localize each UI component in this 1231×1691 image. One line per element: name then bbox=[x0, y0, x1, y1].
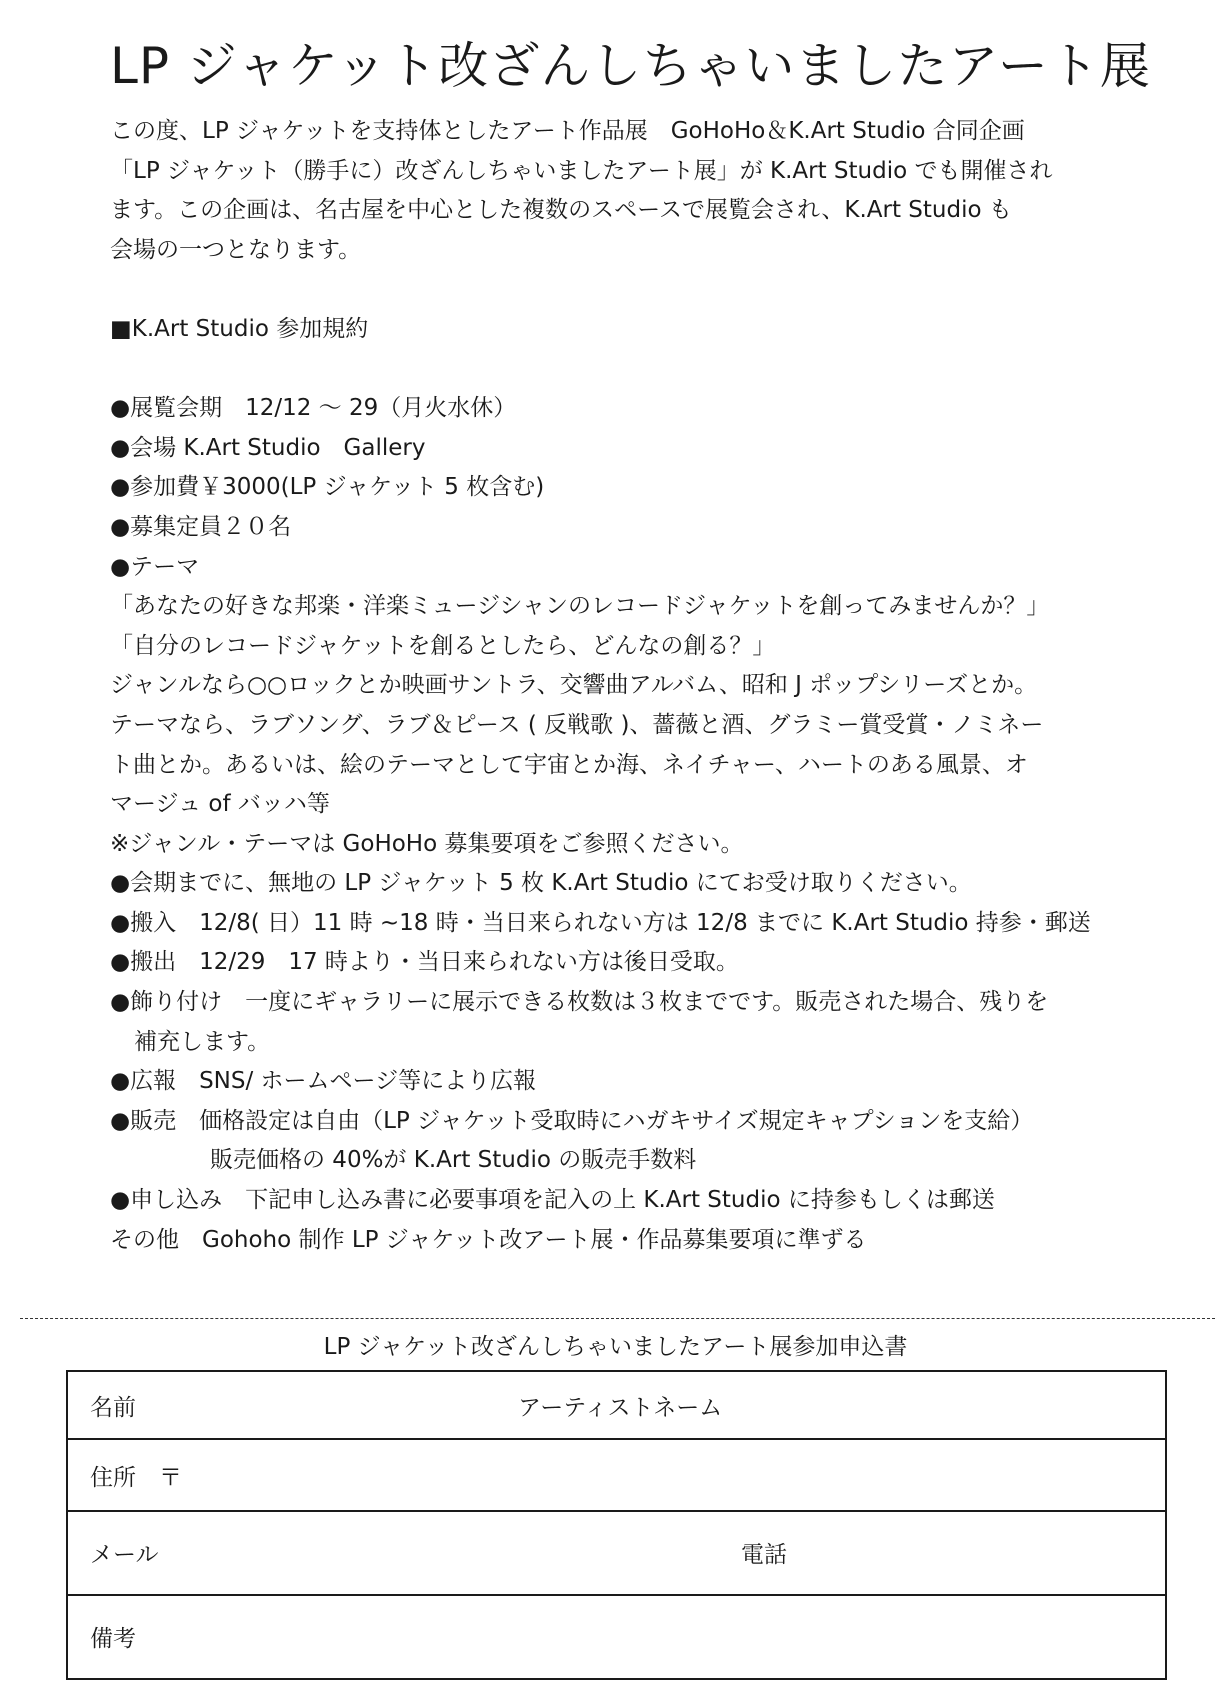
rule-fee: ●参加費￥3000(LP ジャケット 5 枚含む) bbox=[110, 474, 545, 501]
phone-label: 電話 bbox=[741, 1542, 787, 1568]
application-form bbox=[66, 1370, 1167, 1680]
theme-line: 「自分のレコードジャケットを創るとしたら、どんなの創る？」 bbox=[110, 632, 776, 659]
theme-line: ト曲とか。あるいは、絵のテーマとして宇宙とか海、ネイチャー、ハートのある風景、オ bbox=[110, 751, 1028, 778]
remarks-label: 備考 bbox=[90, 1626, 136, 1652]
rule-capacity: ●募集定員２０名 bbox=[110, 513, 292, 540]
artist-name-label: アーティストネーム bbox=[518, 1395, 723, 1421]
rule-pickup: ●会期までに、無地の LP ジャケット 5 枚 K.Art Studio にてお受け取りください。 bbox=[110, 870, 972, 897]
cut-line bbox=[20, 1318, 1215, 1319]
rule-display: ●飾り付け 一度にギャラリーに展示できる枚数は３枚までです。販売された場合、残りを bbox=[110, 989, 1049, 1016]
document-body bbox=[110, 112, 1210, 1260]
rule-period: ●展覧会期 12/12 ～ 29（月火水休） bbox=[110, 395, 517, 422]
rule-theme: ●テーマ bbox=[110, 553, 200, 580]
intro-line: ます。この企画は、名古屋を中心とした複数のスペースで展覧会され、K.Art Studio も bbox=[110, 197, 1012, 224]
rule-display-cont: 補充します。 bbox=[134, 1028, 271, 1055]
theme-line: テーマなら、ラブソング、ラブ＆ピース ( 反戦歌 )、薔薇と酒、グラミー賞受賞・ノミネー bbox=[110, 711, 1044, 738]
rule-delivery-out: ●搬出 12/29 17 時より・当日来られない方は後日受取。 bbox=[110, 949, 739, 976]
intro-line: この度、LP ジャケットを支持体としたアート作品展 GoHoHo＆K.Art Studio 合同企画 bbox=[110, 118, 1025, 144]
rule-sales: ●販売 価格設定は自由（LP ジャケット受取時にハガキサイズ規定キャプションを支給） bbox=[110, 1107, 1034, 1134]
rule-note: ※ジャンル・テーマは GoHoHo 募集要項をご参照ください。 bbox=[110, 830, 744, 857]
theme-line: ジャンルなら○○ロックとか映画サントラ、交響曲アルバム、昭和 J ポップシリーズとか。 bbox=[110, 672, 1038, 699]
form-row-name[interactable] bbox=[68, 1372, 1165, 1440]
form-row-address[interactable] bbox=[68, 1440, 1165, 1512]
page-title: LP ジャケット改ざんしちゃいましたアート展 bbox=[110, 37, 1151, 95]
intro-line: 「LP ジャケット（勝手に）改ざんしちゃいましたアート展」が K.Art Studio でも開催され bbox=[110, 157, 1053, 184]
email-label: メール bbox=[90, 1542, 159, 1568]
rule-sales-cont: 販売価格の 40%が K.Art Studio の販売手数料 bbox=[210, 1147, 697, 1174]
theme-line: マージュ of バッハ等 bbox=[110, 791, 330, 818]
rule-apply: ●申し込み 下記申し込み書に必要事項を記入の上 K.Art Studio に持参もしくは郵送 bbox=[110, 1187, 995, 1214]
rules-heading: ■K.Art Studio 参加規約 bbox=[110, 315, 369, 342]
address-label: 住所 〒 bbox=[90, 1465, 182, 1491]
rule-delivery-in: ●搬入 12/8( 日）11 時 ~18 時・当日来られない方は 12/8 までに K.Art Studio 持参・郵送 bbox=[110, 909, 1091, 936]
name-label: 名前 bbox=[90, 1395, 136, 1421]
rule-other: その他 Gohoho 制作 LP ジャケット改アート展・作品募集要項に準ずる bbox=[110, 1226, 867, 1253]
spacer bbox=[110, 350, 1210, 390]
rule-pr: ●広報 SNS/ ホームページ等により広報 bbox=[110, 1068, 537, 1095]
form-title: LP ジャケット改ざんしちゃいましたアート展参加申込書 bbox=[323, 1334, 908, 1360]
rule-venue: ●会場 K.Art Studio Gallery bbox=[110, 434, 426, 461]
form-row-contact[interactable] bbox=[68, 1512, 1165, 1596]
intro-line: 会場の一つとなります。 bbox=[110, 236, 362, 263]
theme-line: 「あなたの好きな邦楽・洋楽ミュージシャンのレコードジャケットを創ってみませんか？」 bbox=[110, 593, 1050, 620]
spacer bbox=[110, 270, 1210, 310]
form-row-remarks[interactable] bbox=[68, 1596, 1165, 1678]
